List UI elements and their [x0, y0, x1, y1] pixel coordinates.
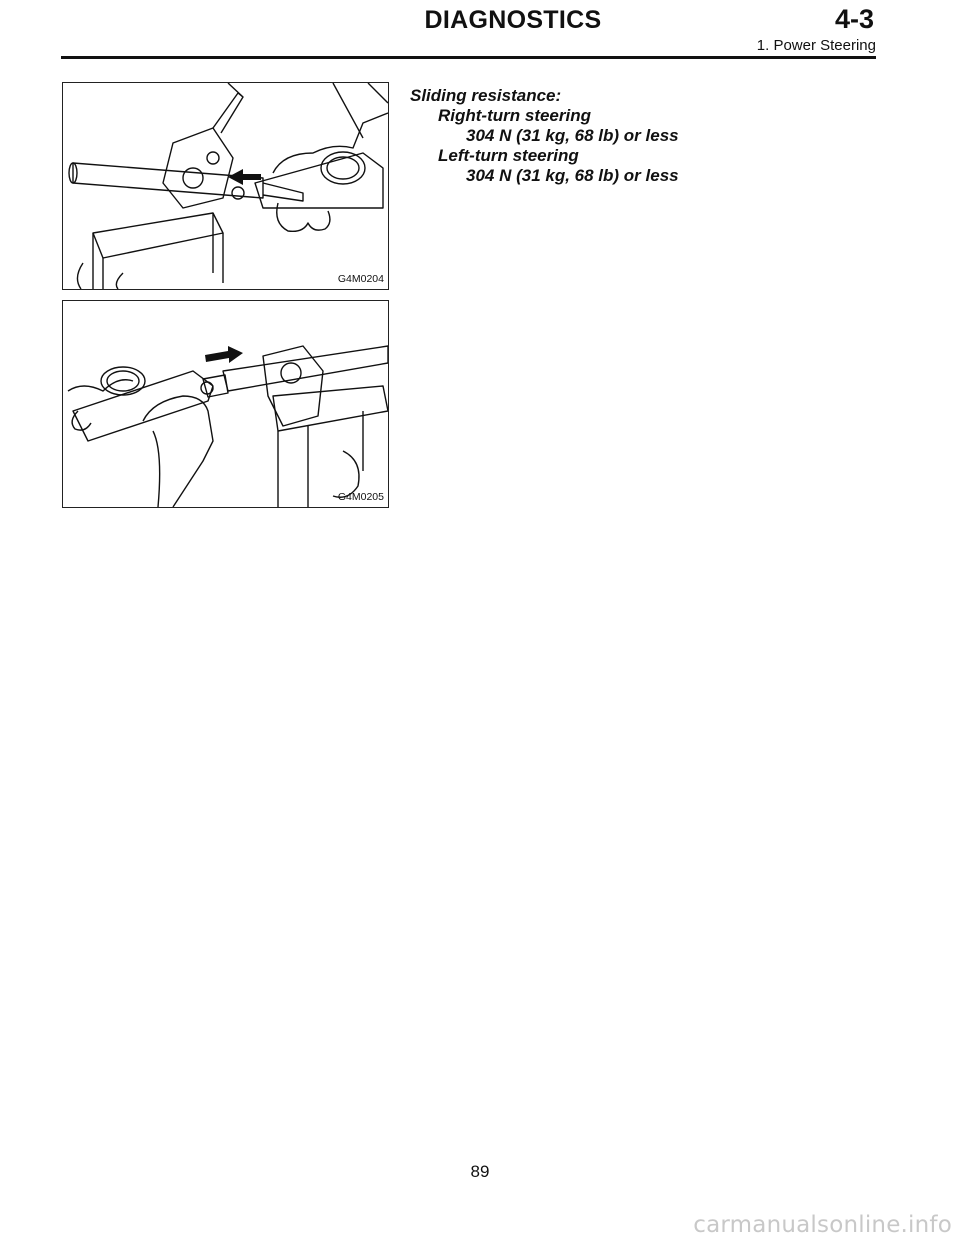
spec-right-value: 304 N (31 kg, 68 lb) or less [466, 126, 679, 145]
spec-right-label: Right-turn steering [438, 106, 591, 125]
header-rule [61, 56, 876, 59]
right-turn-sliding-resistance-illustration [63, 83, 388, 289]
figure-code: G4M0205 [337, 491, 384, 503]
header-section-number: 4-3 [834, 4, 874, 34]
left-turn-sliding-resistance-illustration [63, 301, 388, 507]
watermark: carmanualsonline.info [693, 1212, 952, 1238]
header-subtitle: 1. Power Steering [756, 37, 876, 54]
figure-right-turn [62, 82, 389, 290]
spec-left-value: 304 N (31 kg, 68 lb) or less [466, 166, 679, 185]
figure-code: G4M0204 [337, 273, 384, 285]
spec-left-label: Left-turn steering [438, 146, 579, 165]
spec-heading: Sliding resistance: [410, 86, 562, 105]
header-title: DIAGNOSTICS [424, 6, 602, 34]
page-number: 89 [470, 1162, 490, 1181]
figure-left-turn [62, 300, 389, 508]
sliding-resistance-spec [410, 86, 679, 186]
